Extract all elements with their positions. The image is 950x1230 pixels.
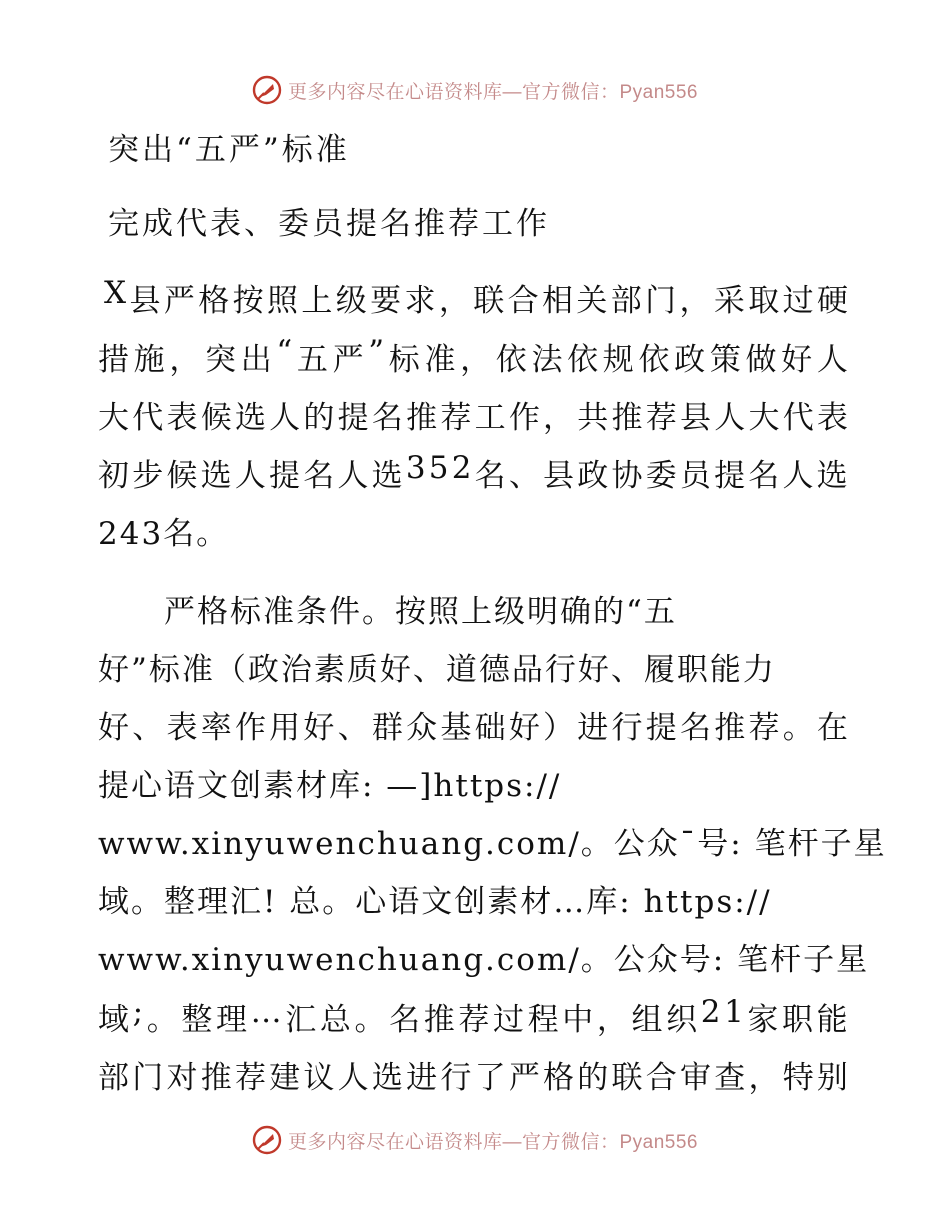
watermark-text: 更多内容尽在心语资料库—官方微信：Pyan556 (287, 81, 698, 103)
body-line-14: 部 门 对 推 荐 建 议 人 选 进 行 了 严 格 的 联 合 审 查 ， 特 别 (98, 1060, 848, 1096)
body-line-7: 好”标准（政治素质好、道德品行好、履职能力 (98, 652, 776, 688)
body-line-6: 严格标准条件。按照上级明确的“五 (98, 594, 677, 630)
body-line-12: www.xinyuwenchuang.com/。公众号: 笔杆子星 (98, 942, 870, 978)
feather-logo-icon (252, 75, 282, 105)
body-line-8: 好 、 表 率 作 用 好 、 群 众 基 础 好 ） 进 行 提 名 推 荐 。 在 (98, 710, 848, 746)
body-line-1: X 县 严 格 按 照 上 级 要 求 ， 联 合 相 关 部 门 ， 采 取 过 硬 (104, 275, 848, 319)
body-line-4: 初 步 候 选 人 提 名 人 选 3 5 2 名 、 县 政 协 委 员 提 名 人 选 (98, 450, 848, 494)
section-subtitle: 完成代表、委员提名推荐工作 (108, 206, 550, 242)
footer-watermark (0, 1120, 950, 1160)
body-line-5: 243名。 (98, 516, 230, 552)
body-line-9: 提心语文创素材库: —]https:// (98, 768, 562, 804)
body-line-10: www.xinyuwenchuang.com/。公众¯号: 笔杆子星 (98, 826, 887, 862)
body-line-11: 域。整理汇! 总。心语文创素材…库: https:// (98, 884, 772, 920)
section-title: 突出“五严”标准 (108, 132, 350, 168)
body-line-2: 措 施 ， 突 出 “ 五 严 ” 标 准 ， 依 法 依 规 依 政 策 做 好 人 (98, 334, 848, 378)
watermark-text: 更多内容尽在心语资料库—官方微信：Pyan556 (287, 1131, 698, 1153)
feather-logo-icon (252, 1125, 282, 1155)
body-line-13: 域 ; 。 整 理 … 汇 总 。 名 推 荐 过 程 中 ， 组 织 2 1 家 职 能 (98, 994, 848, 1038)
header-watermark (0, 70, 950, 110)
body-line-3: 大 代 表 候 选 人 的 提 名 推 荐 工 作 ， 共 推 荐 县 人 大 代 表 (98, 400, 848, 436)
